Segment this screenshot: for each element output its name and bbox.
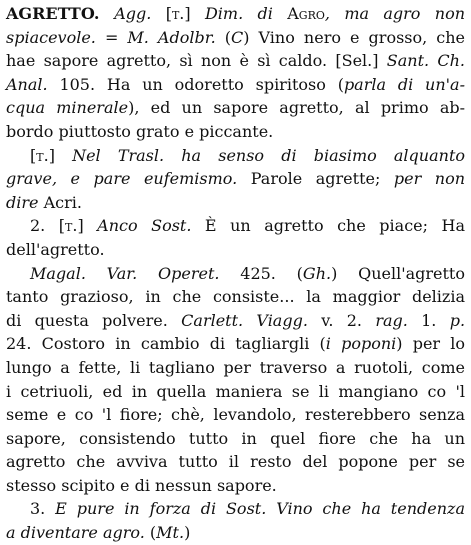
text-segment: ) Vino nero e grosso, che <box>243 27 465 47</box>
text-segment: , ma agro non <box>324 4 466 23</box>
entry-line <box>6 474 465 498</box>
text-segment: Anco Sost. <box>97 216 192 236</box>
entry-line <box>6 356 465 380</box>
text-segment: p. <box>449 310 466 330</box>
text-segment: cqua minerale <box>6 98 129 118</box>
text-segment: ), ed un sapore agretto, al primo ab- <box>128 98 466 118</box>
text-segment: ) per lo <box>396 334 466 354</box>
text-segment: 425. ( <box>219 263 303 283</box>
entry-line <box>6 144 465 168</box>
text-segment: Agro <box>287 4 325 23</box>
entry-line <box>6 96 465 120</box>
text-segment: rag. <box>375 310 408 330</box>
text-segment: tanto grazioso, in che consiste... la maggior delizia <box>6 287 465 307</box>
text-segment: Parole agrette; <box>237 169 394 189</box>
entry-line <box>6 403 465 427</box>
text-segment: È un agretto che piace; Ha <box>191 216 466 236</box>
entry-line <box>6 309 465 333</box>
text-segment: bordo piuttosto grato e piccante. <box>6 121 274 141</box>
text-segment: Magal. Var. Operet. <box>30 263 220 283</box>
text-segment: 1. <box>407 310 450 330</box>
entry-line <box>6 332 465 356</box>
entry-line <box>6 427 465 451</box>
text-segment: ( <box>144 523 157 543</box>
text-segment: ] <box>77 216 98 236</box>
text-segment: t. <box>36 145 49 165</box>
text-segment: parla di un'a- <box>343 74 465 94</box>
text-segment: sapore, consistendo tutto in quel fiore che ha un <box>6 428 465 448</box>
entry-line <box>6 521 465 545</box>
text-segment: 24. Costoro in cambio di tagliargli ( <box>6 334 326 354</box>
text-segment: Acri. <box>38 192 82 212</box>
entry-line <box>6 120 465 144</box>
text-segment: [ <box>30 145 37 165</box>
text-segment: [ <box>151 4 172 23</box>
text-segment: 105. Ha un odoretto spiritoso ( <box>47 74 344 94</box>
text-segment: Nel Trasl. ha senso di biasimo alquanto <box>72 145 465 165</box>
text-segment: Carlett. Viagg. <box>181 310 308 330</box>
entry-line <box>6 191 465 215</box>
entry-line <box>6 2 465 26</box>
text-segment: ] <box>48 145 73 165</box>
entry-line <box>6 49 465 73</box>
text-segment: spiacevole. = M. Adolbr. <box>6 27 216 47</box>
text-segment: Anal. <box>6 74 48 94</box>
text-segment: . <box>93 4 115 23</box>
text-segment: AGRETTO <box>6 4 94 23</box>
entry-line <box>6 167 465 191</box>
text-segment: t. <box>171 4 185 23</box>
entry-line <box>6 497 465 521</box>
text-segment: lungo a fette, li tagliano per traverso a ruotoli, come <box>6 357 465 377</box>
text-segment: 3. <box>30 499 56 519</box>
text-segment: di questa polvere. <box>6 310 182 330</box>
text-segment: hae sapore agretto, sì non è sì caldo. [Sel.] <box>6 51 387 71</box>
text-segment: v. 2. <box>307 310 376 330</box>
text-segment: grave, e pare eufemismo. <box>6 169 238 189</box>
entry-line <box>6 73 465 97</box>
text-segment: t. <box>65 216 78 236</box>
text-segment: E pure in forza di Sost. Vino che ha tendenza <box>55 499 465 519</box>
entry-line <box>6 285 465 309</box>
text-segment: Dim. di <box>204 4 288 23</box>
text-segment: agretto che avviva tutto il resto del popone per se <box>6 452 465 472</box>
entry-line <box>6 214 465 238</box>
text-segment: 2. [ <box>30 216 65 236</box>
text-segment: stesso scipito e di nessun sapore. <box>6 475 277 495</box>
text-segment: a diventare agro. <box>6 523 145 543</box>
entry-line <box>6 26 465 50</box>
entry-line <box>6 380 465 404</box>
text-segment: C <box>230 27 244 47</box>
text-segment: dell'agretto. <box>6 239 105 259</box>
text-segment: i poponi <box>325 334 397 354</box>
text-segment: Gh. <box>302 263 332 283</box>
text-segment: ( <box>215 27 231 47</box>
text-segment: Agg. <box>114 4 152 23</box>
entry-line <box>6 450 465 474</box>
text-segment: ) Quell'agretto <box>331 263 465 283</box>
text-segment: ) <box>184 523 191 543</box>
text-segment: ] <box>184 4 205 23</box>
text-segment: Mt. <box>156 523 185 543</box>
text-segment: per non <box>393 169 465 189</box>
entry-line <box>6 238 465 262</box>
entry-line <box>6 262 465 286</box>
text-segment: seme e co 'l fiore; chè, levandolo, resterebbero senza <box>6 405 465 425</box>
text-segment: i cetriuoli, ed in quella maniera se li mangiano co 'l <box>6 381 465 401</box>
text-segment: Sant. Ch. <box>386 51 465 71</box>
text-segment: dire <box>6 192 39 212</box>
